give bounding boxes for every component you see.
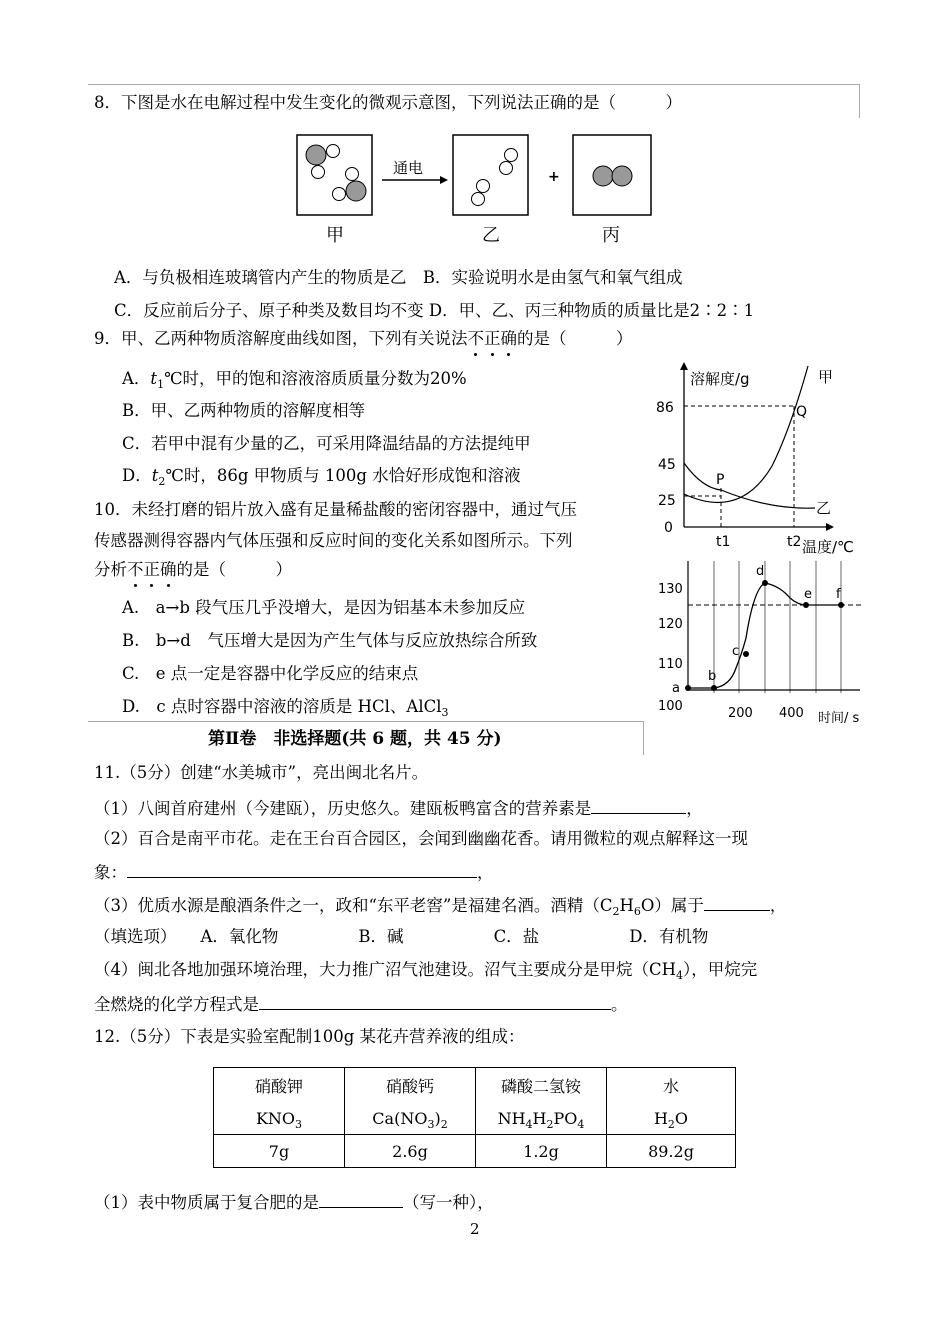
point-f-label: f: [836, 587, 841, 602]
point-c-dot: [743, 651, 749, 657]
q9-option-b: B．甲、乙两种物质的溶解度相等: [122, 401, 366, 420]
top-rule: [88, 84, 860, 85]
subscript: 2: [546, 1118, 554, 1131]
table-cell: [476, 1068, 607, 1135]
punct: 。: [611, 995, 628, 1014]
emphasis-char: 不: [467, 329, 484, 348]
table-cell: 89.2g: [607, 1135, 736, 1168]
label-yi: 乙: [482, 225, 500, 246]
q12-stem: 12.（5分）下表是实验室配制100g 某花卉营养液的组成：: [94, 1027, 525, 1046]
x-tick-200: 200: [728, 706, 753, 721]
opt-text: D. c 点时容器中溶液的溶质是 HCl、AlCl: [122, 697, 442, 716]
opt-text: D．有机物: [629, 927, 709, 946]
section-rule: [88, 721, 644, 722]
formula-part: H: [653, 1109, 668, 1128]
point-q: Q: [796, 404, 808, 420]
subscript: 6: [633, 905, 641, 918]
part-text: （写一种），: [403, 1193, 494, 1212]
t-subscript: 1: [157, 378, 165, 391]
pressure-chart: [650, 558, 870, 730]
opt-text: ℃时，甲的饱和溶液溶质质量分数为20%: [164, 369, 467, 388]
point-a-dot: [685, 685, 691, 691]
hydrogen-atom: [477, 180, 490, 193]
t-symbol: t: [150, 369, 158, 388]
punct: ，: [686, 799, 703, 818]
table-cell: [345, 1068, 476, 1135]
part-text: 全燃烧的化学方程式是: [94, 995, 259, 1014]
q9-stem-a: 9．甲、乙两种物质溶解度曲线如图，下列有关说法: [94, 329, 468, 348]
x-axis-arrow: [826, 523, 834, 531]
page-number: 2: [470, 1220, 480, 1238]
x-tick-t1: t1: [716, 534, 731, 550]
top-rule-tick: [859, 84, 860, 118]
nutrient-table: [213, 1067, 736, 1168]
q10-option-c: C. e 点一定是容器中化学反应的结束点: [122, 664, 419, 683]
formula-part: PO: [553, 1109, 578, 1128]
q10-option-d: [122, 697, 449, 717]
q11-part-1: [94, 797, 703, 819]
part-text: ），甲烷完: [683, 960, 758, 979]
hydrogen-atom: [505, 149, 518, 162]
formula-part: ): [434, 1109, 441, 1128]
y-tick-130: 130: [658, 582, 683, 597]
plus-sign: +: [548, 169, 560, 185]
q9-stem-b: 的是（ ）: [517, 329, 633, 348]
point-b-dot: [711, 685, 717, 691]
y-tick-25: 25: [658, 493, 676, 509]
part-text: （4）闽北各地加强环境治理，大力推广沼气池建设。沼气主要成分是甲烷（CH: [94, 960, 677, 979]
water-molecule-h: [327, 145, 340, 158]
q10-stem-2: 传感器测得容器内气体压强和反应时间的变化关系如图所示。下列: [94, 531, 573, 550]
table-cell: [214, 1068, 345, 1135]
subscript: 3: [295, 1118, 303, 1131]
formula-part: NH: [497, 1109, 526, 1128]
subscript: 2: [440, 1118, 448, 1131]
compound-formula: [345, 1109, 475, 1131]
q10-stem-3: [94, 560, 292, 580]
y-axis-label: 溶解度/g: [690, 370, 750, 388]
table-cell: 1.2g: [476, 1135, 607, 1168]
point-e-dot: [803, 602, 809, 608]
water-molecule-h: [333, 188, 346, 201]
q11-part-2a: （2）百合是南平市花。走在王台百合园区，会闻到幽幽花香。请用微粒的观点解释这一现: [94, 829, 748, 848]
part-text: 象：: [94, 863, 127, 882]
answer-blank[interactable]: [319, 1191, 403, 1208]
answer-blank[interactable]: [259, 993, 611, 1010]
water-molecule-o: [306, 145, 326, 165]
solubility-chart: [650, 360, 870, 555]
x-axis-label: 温度/℃: [802, 538, 854, 555]
compound-formula: [476, 1109, 606, 1131]
point-p: P: [716, 472, 725, 488]
answer-blank[interactable]: [704, 894, 770, 911]
opt-text: ℃时，86g 甲物质与 100g 水恰好形成饱和溶液: [165, 466, 521, 485]
table-row: [214, 1135, 736, 1168]
water-molecule-h: [312, 166, 325, 179]
x-tick-400: 400: [779, 706, 804, 721]
table-cell: [607, 1068, 736, 1135]
formula-part: H: [532, 1109, 547, 1128]
q10-stem-1: 10．未经打磨的铝片放入盛有足量稀盐酸的密闭容器中，通过气压: [94, 500, 577, 519]
water-molecule-o: [346, 181, 366, 201]
hydrogen-atom: [500, 162, 513, 175]
x-tick-t2: t2: [787, 534, 802, 550]
opt-text: B．碱: [358, 927, 404, 946]
curve-label-yi: 乙: [816, 499, 832, 517]
emphasis-char: 确: [160, 560, 177, 579]
compound-formula: [607, 1109, 735, 1131]
t-subscript: 2: [158, 475, 166, 488]
section-title: 第Ⅱ卷 非选择题(共 6 题，共 45 分): [208, 729, 502, 749]
point-a-label: a: [672, 681, 680, 696]
opt-prefix: A．: [122, 369, 151, 388]
subscript: 2: [612, 905, 620, 918]
y-tick-86: 86: [656, 400, 674, 416]
compound-formula: [214, 1109, 344, 1131]
subscript: 3: [441, 706, 449, 719]
q9-option-c: C．若甲中混有少量的乙，可采用降温结晶的方法提纯甲: [122, 434, 531, 453]
box-yi: [453, 135, 528, 215]
point-f-dot: [838, 602, 844, 608]
q8-options-row-1: A．与负极相连玻璃管内产生的物质是乙 B．实验说明水是由氢气和氧气组成: [114, 268, 683, 287]
formula-part: O: [674, 1109, 689, 1128]
q9-option-d: [122, 466, 521, 486]
emphasis-char: 正: [484, 329, 501, 348]
subscript: 4: [525, 1118, 533, 1131]
q8-stem: 8．下图是水在电解过程中发生变化的微观示意图，下列说法正确的是（ ）: [94, 93, 682, 112]
table-cell: 2.6g: [345, 1135, 476, 1168]
compound-name: 硝酸钾: [254, 1077, 303, 1096]
q8-molecule-diagram: [290, 128, 660, 250]
q11-part-2b: [94, 861, 494, 883]
table-row: [214, 1068, 736, 1135]
section-rule-tick: [643, 721, 644, 755]
part-text: H: [619, 896, 634, 915]
part-text: O）属于: [640, 896, 704, 915]
label-bing: 丙: [602, 225, 620, 246]
emphasis-char: 确: [500, 329, 517, 348]
t-symbol: t: [151, 466, 159, 485]
q11-part-3: [94, 894, 786, 916]
label-jia: 甲: [326, 225, 344, 246]
curve-label-jia: 甲: [818, 368, 834, 386]
answer-blank[interactable]: [127, 861, 477, 878]
q8-options-row-2: C．反应前后分子、原子种类及数目均不变 D．甲、乙、丙三种物质的质量比是2∶2∶1: [114, 301, 755, 320]
y-tick-100: 100: [658, 699, 683, 714]
point-d-label: d: [756, 564, 765, 579]
formula-part: KNO: [255, 1109, 296, 1128]
opt-text: C．盐: [493, 927, 540, 946]
y-tick-120: 120: [658, 617, 683, 632]
arrow-label: 通电: [393, 159, 424, 177]
y-axis-arrow: [680, 362, 688, 370]
table-cell: 7g: [214, 1135, 345, 1168]
formula-part: Ca(NO: [372, 1109, 428, 1128]
stem-text: 的是（ ）: [176, 560, 292, 579]
part-text: （1）表中物质属于复合肥的是: [94, 1193, 319, 1212]
point-b-label: b: [708, 669, 717, 684]
subscript: 2: [667, 1118, 675, 1131]
subscript: 4: [676, 969, 684, 982]
answer-blank[interactable]: [591, 797, 686, 814]
water-molecule-h: [346, 168, 359, 181]
oxygen-atom: [593, 166, 613, 186]
punct: ，: [769, 896, 787, 915]
compound-name: 水: [662, 1077, 679, 1096]
point-d-dot: [762, 580, 768, 586]
y-tick-45: 45: [658, 457, 676, 473]
q11-part-4b: [94, 993, 628, 1015]
q11-part-3-options: [94, 927, 708, 947]
punct: ，: [477, 863, 494, 882]
q10-option-a: A. a→b 段气压几乎没增大，是因为铝基本未参加反应: [122, 598, 526, 617]
opt-prefix: D．: [122, 466, 152, 485]
y-tick-110: 110: [658, 657, 683, 672]
point-e-label: e: [804, 587, 812, 602]
emphasis-char: 不: [127, 560, 144, 579]
subscript: 4: [577, 1118, 585, 1131]
part-text: （3）优质水源是酿酒条件之一，政和“东平老窖”是福建名酒。酒精（C: [94, 896, 613, 915]
q11-part-4a: [94, 960, 757, 980]
q10-option-b: B. b→d 气压增大是因为产生气体与反应放热综合所致: [122, 631, 538, 650]
part-text: （1）八闽首府建州（今建瓯），历史悠久。建瓯板鸭富含的营养素是: [94, 799, 592, 818]
q9-stem: [94, 329, 633, 349]
y-tick-0: 0: [664, 520, 673, 536]
hydrogen-atom: [472, 193, 485, 206]
opt-text: A．氧化物: [200, 927, 279, 946]
point-c-label: c: [732, 644, 740, 659]
subscript: 3: [427, 1118, 435, 1131]
compound-name: 硝酸钙: [385, 1077, 434, 1096]
compound-name: 磷酸二氢铵: [500, 1077, 581, 1096]
q9-option-a: [122, 369, 467, 389]
stem-text: 分析: [94, 560, 127, 579]
opt-text: （填选项）: [94, 927, 177, 946]
x-axis-label: 时间/ s: [818, 711, 860, 726]
q11-stem: 11.（5分）创建“水美城市”，亮出闽北名片。: [94, 763, 429, 782]
oxygen-atom: [612, 166, 632, 186]
reaction-arrowhead: [440, 176, 448, 184]
q12-part-1: [94, 1191, 494, 1213]
emphasis-char: 正: [143, 560, 160, 579]
